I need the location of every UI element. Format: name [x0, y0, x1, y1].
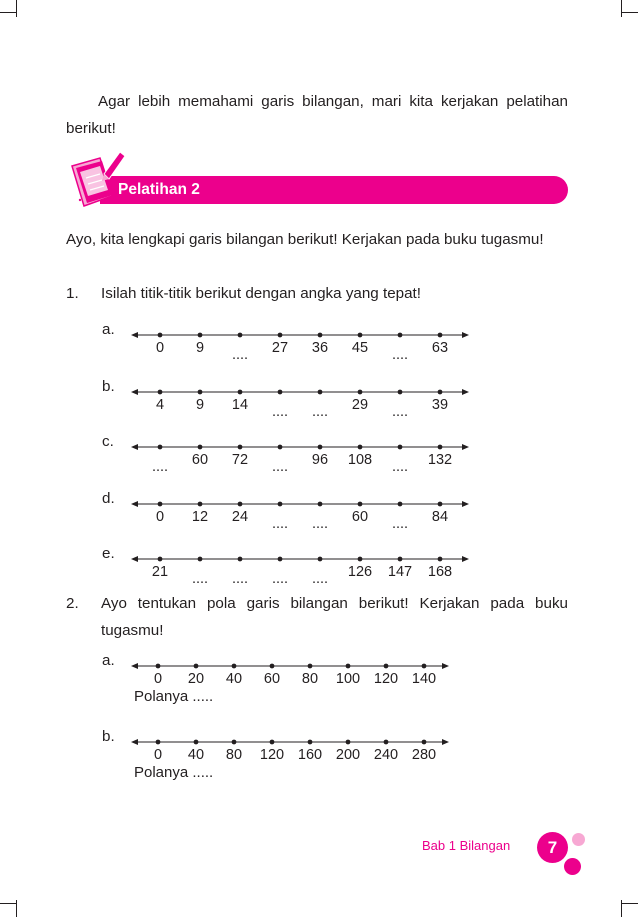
blank-placeholder: ....	[311, 516, 329, 532]
tick-point	[398, 333, 403, 338]
tick-label: 147	[387, 564, 413, 580]
tick-label: 168	[427, 564, 453, 580]
tick-label: 160	[297, 747, 323, 763]
crop-mark	[16, 900, 17, 917]
tick-point	[438, 502, 443, 507]
tick-label: 132	[427, 452, 453, 468]
tick-point	[384, 740, 389, 745]
blank-placeholder: ....	[151, 459, 169, 475]
number-line	[130, 329, 470, 369]
tick-label: 80	[301, 671, 319, 687]
blank-placeholder: ....	[391, 404, 409, 420]
item-label: d.	[102, 490, 115, 507]
blank-placeholder: ....	[391, 516, 409, 532]
tick-label: 100	[335, 671, 361, 687]
page-number: 7	[537, 832, 568, 863]
tick-point	[158, 445, 163, 450]
tick-point	[158, 502, 163, 507]
tick-point	[358, 390, 363, 395]
blank-placeholder: ....	[391, 459, 409, 475]
tick-point	[318, 557, 323, 562]
crop-mark	[621, 12, 638, 13]
crop-mark	[0, 903, 17, 904]
blank-placeholder: ....	[391, 347, 409, 363]
item-label: b.	[102, 728, 115, 745]
tick-label: 140	[411, 671, 437, 687]
tick-label: 60	[263, 671, 281, 687]
tick-point	[398, 557, 403, 562]
tick-point	[438, 557, 443, 562]
tick-point	[198, 502, 203, 507]
tick-point	[198, 445, 203, 450]
tick-point	[278, 445, 283, 450]
left-arrow-icon	[131, 444, 138, 450]
tick-point	[238, 557, 243, 562]
crop-mark	[621, 900, 622, 917]
number-line	[130, 553, 470, 593]
crop-mark	[0, 12, 17, 13]
question-number: 1.	[66, 285, 79, 302]
left-arrow-icon	[131, 739, 138, 745]
tick-point	[278, 333, 283, 338]
tick-point	[238, 333, 243, 338]
right-arrow-icon	[442, 663, 449, 669]
tick-point	[232, 664, 237, 669]
tick-point	[270, 664, 275, 669]
tick-label: 63	[431, 340, 449, 356]
tick-point	[318, 333, 323, 338]
blank-placeholder: ....	[191, 571, 209, 587]
question-number: 2.	[66, 595, 79, 612]
right-arrow-icon	[442, 739, 449, 745]
tick-label: 36	[311, 340, 329, 356]
tick-point	[398, 390, 403, 395]
tick-point	[198, 557, 203, 562]
tick-point	[238, 445, 243, 450]
tick-label: 12	[191, 509, 209, 525]
tick-label: 27	[271, 340, 289, 356]
tick-label: 14	[231, 397, 249, 413]
left-arrow-icon	[131, 389, 138, 395]
tick-label: 21	[151, 564, 169, 580]
tick-label: 200	[335, 747, 361, 763]
tick-label: 29	[351, 397, 369, 413]
tick-point	[398, 502, 403, 507]
pattern-answer: Polanya .....	[134, 764, 214, 781]
question-text: Isilah titik-titik berikut dengan angka yang tepat!	[101, 285, 421, 302]
tick-point	[156, 740, 161, 745]
left-arrow-icon	[131, 501, 138, 507]
tick-point	[438, 445, 443, 450]
tick-label: 72	[231, 452, 249, 468]
tick-point	[158, 390, 163, 395]
tick-label: 4	[155, 397, 165, 413]
number-line	[130, 441, 470, 481]
blank-placeholder: ....	[271, 459, 289, 475]
right-arrow-icon	[462, 332, 469, 338]
tick-label: 108	[347, 452, 373, 468]
crop-mark	[621, 903, 638, 904]
tick-label: 60	[351, 509, 369, 525]
item-label: a.	[102, 321, 115, 338]
item-label: a.	[102, 652, 115, 669]
number-line	[130, 386, 470, 426]
item-label: e.	[102, 545, 115, 562]
tick-point	[438, 390, 443, 395]
tick-label: 120	[259, 747, 285, 763]
tick-point	[358, 557, 363, 562]
blank-placeholder: ....	[271, 571, 289, 587]
tick-point	[308, 740, 313, 745]
tick-label: 20	[187, 671, 205, 687]
question-text: Ayo tentukan pola garis bilangan berikut! Kerjakan pada buku tugasmu!	[101, 595, 568, 639]
tick-label: 240	[373, 747, 399, 763]
right-arrow-icon	[462, 556, 469, 562]
tick-label: 84	[431, 509, 449, 525]
chapter-label: Bab 1 Bilangan	[422, 838, 511, 853]
instruction-paragraph: Ayo, kita lengkapi garis bilangan berikut! Kerjakan pada buku tugasmu!	[66, 231, 544, 248]
tick-point	[422, 664, 427, 669]
tick-label: 40	[225, 671, 243, 687]
tick-point	[198, 333, 203, 338]
crop-mark	[621, 0, 622, 17]
tick-label: 24	[231, 509, 249, 525]
tick-point	[270, 740, 275, 745]
blank-placeholder: ....	[271, 404, 289, 420]
tick-point	[358, 333, 363, 338]
blank-placeholder: ....	[311, 571, 329, 587]
intro-paragraph: Agar lebih memahami garis bilangan, mari kita kerjakan pelatihan berikut!	[66, 93, 568, 137]
tick-point	[346, 740, 351, 745]
left-arrow-icon	[131, 556, 138, 562]
right-arrow-icon	[462, 501, 469, 507]
tick-point	[156, 664, 161, 669]
right-arrow-icon	[462, 444, 469, 450]
tick-label: 0	[153, 747, 163, 763]
tick-point	[238, 390, 243, 395]
decorative-dot	[564, 858, 581, 875]
tick-point	[318, 502, 323, 507]
tick-point	[158, 333, 163, 338]
tick-label: 120	[373, 671, 399, 687]
tick-label: 0	[153, 671, 163, 687]
blank-placeholder: ....	[311, 404, 329, 420]
tick-point	[278, 557, 283, 562]
crop-mark	[16, 0, 17, 17]
tick-point	[318, 445, 323, 450]
tick-label: 280	[411, 747, 437, 763]
right-arrow-icon	[462, 389, 469, 395]
decorative-dot	[572, 833, 585, 846]
item-label: c.	[102, 433, 114, 450]
pattern-answer: Polanya .....	[134, 688, 214, 705]
tick-point	[238, 502, 243, 507]
left-arrow-icon	[131, 663, 138, 669]
blank-placeholder: ....	[271, 516, 289, 532]
tick-point	[358, 502, 363, 507]
tick-label: 9	[195, 340, 205, 356]
tick-point	[158, 557, 163, 562]
tick-point	[278, 502, 283, 507]
left-arrow-icon	[131, 332, 138, 338]
blank-placeholder: ....	[231, 347, 249, 363]
number-line	[130, 498, 470, 538]
tick-point	[438, 333, 443, 338]
tick-label: 80	[225, 747, 243, 763]
tick-label: 96	[311, 452, 329, 468]
tick-point	[384, 664, 389, 669]
tick-label: 60	[191, 452, 209, 468]
section-title: Pelatihan 2	[118, 181, 200, 198]
tick-point	[346, 664, 351, 669]
blank-placeholder: ....	[231, 571, 249, 587]
tick-label: 39	[431, 397, 449, 413]
tick-point	[194, 740, 199, 745]
tick-label: 9	[195, 397, 205, 413]
tick-point	[422, 740, 427, 745]
tick-label: 40	[187, 747, 205, 763]
tick-point	[308, 664, 313, 669]
tick-label: 45	[351, 340, 369, 356]
tick-point	[232, 740, 237, 745]
item-label: b.	[102, 378, 115, 395]
tick-point	[198, 390, 203, 395]
tick-label: 0	[155, 340, 165, 356]
tick-point	[318, 390, 323, 395]
tick-label: 0	[155, 509, 165, 525]
tick-label: 126	[347, 564, 373, 580]
tick-point	[398, 445, 403, 450]
tick-point	[194, 664, 199, 669]
tick-point	[358, 445, 363, 450]
tick-point	[278, 390, 283, 395]
